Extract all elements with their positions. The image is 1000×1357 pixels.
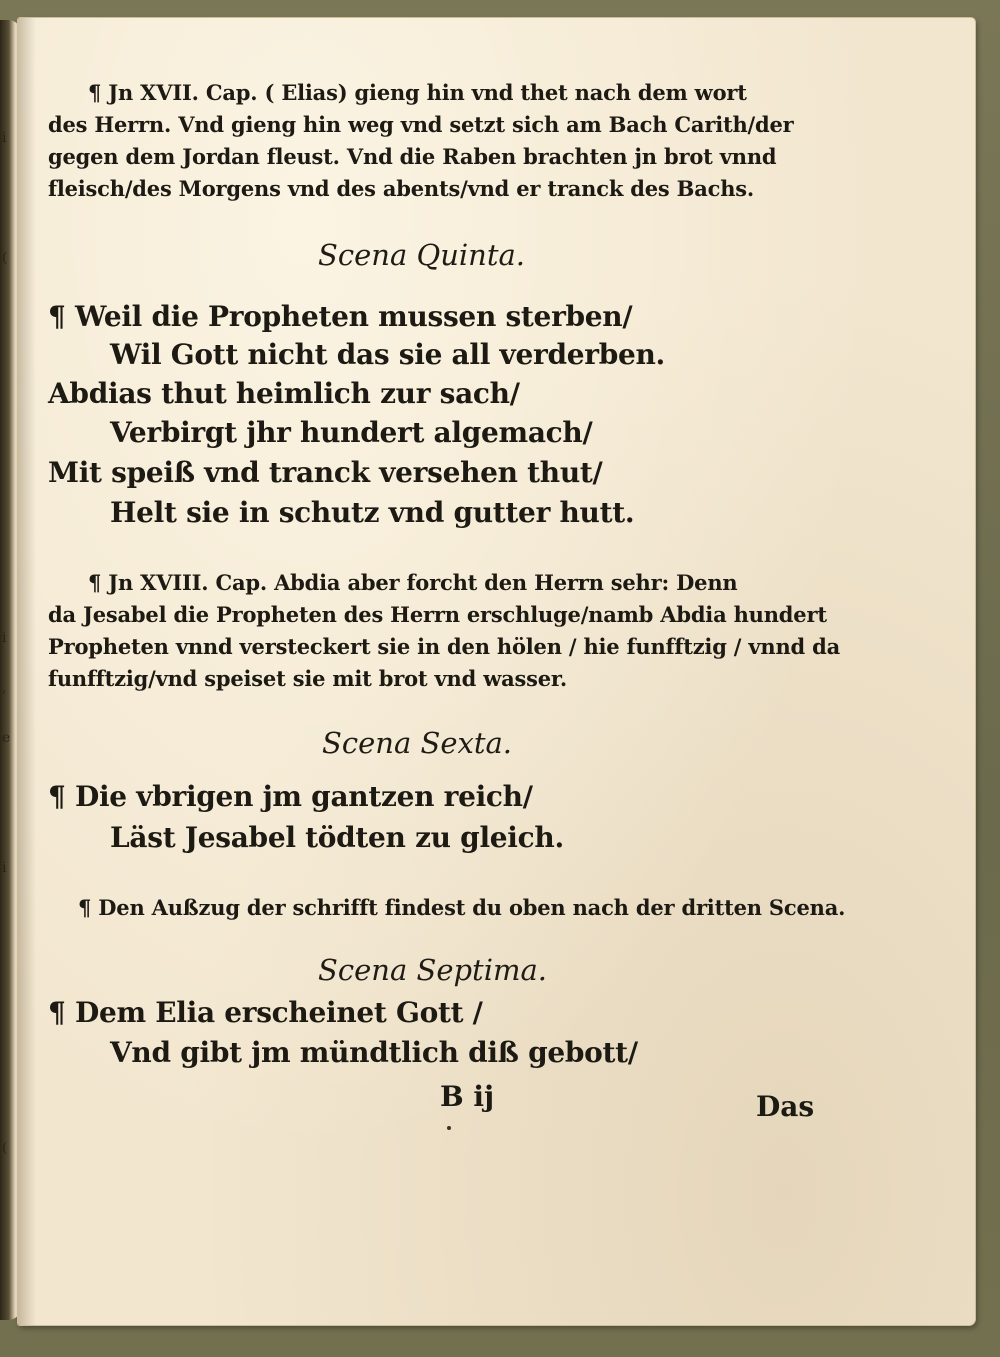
prose-line: fleisch/des Morgens vnd des abents/vnd er tranck des Bachs. [48,176,755,201]
prose-line: des Herrn. Vnd gieng hin weg vnd setzt sich am Bach Carith/der [48,112,794,137]
signature-mark: B ij [440,1080,495,1113]
verse-line: Wil Gott nicht das sie all verderben. [110,338,665,371]
verse-line: Verbirgt jhr hundert algemach/ [110,416,593,449]
verse-line: Läst Jesabel tödten zu gleich. [110,821,564,854]
prose-line: Propheten vnnd versteckert sie in den hölen / hie funfftzig / vnnd da [48,634,841,659]
verse-line: Helt sie in schutz vnd gutter hutt. [110,496,635,529]
verse-line: ¶ Dem Elia erscheinet Gott / [48,996,483,1029]
verse-line: Abdias thut heimlich zur sach/ [48,377,520,410]
prose-line: ¶ Jn XVII. Cap. ( Elias) gieng hin vnd thet nach dem wort [88,80,747,105]
prose-line: ¶ Den Außzug der schrifft findest du oben nach der dritten Scena. [78,895,846,920]
scene-heading-quinta: Scena Quinta. [318,238,526,272]
prose-line: funfftzig/vnd speiset sie mit brot vnd wasser. [48,666,567,691]
verse-line: ¶ Die vbrigen jm gantzen reich/ [48,780,533,813]
verse-line: Mit speiß vnd tranck versehen thut/ [48,456,603,489]
verse-line: Vnd gibt jm mündtlich diß gebott/ [110,1036,638,1069]
catchword: Das [756,1090,815,1123]
scene-heading-septima: Scena Septima. [318,953,547,987]
prose-line: gegen dem Jordan fleust. Vnd die Raben brachten jn brot vnnd [48,144,777,169]
prose-line: da Jesabel die Propheten des Herrn erschluge/namb Abdia hundert [48,602,827,627]
verse-line: ¶ Weil die Propheten mussen sterben/ [48,300,633,333]
scene-heading-sexta: Scena Sexta. [322,726,513,760]
prose-line: ¶ Jn XVIII. Cap. Abdia aber forcht den Herrn sehr: Denn [88,570,738,595]
ink-dot [447,1126,451,1130]
